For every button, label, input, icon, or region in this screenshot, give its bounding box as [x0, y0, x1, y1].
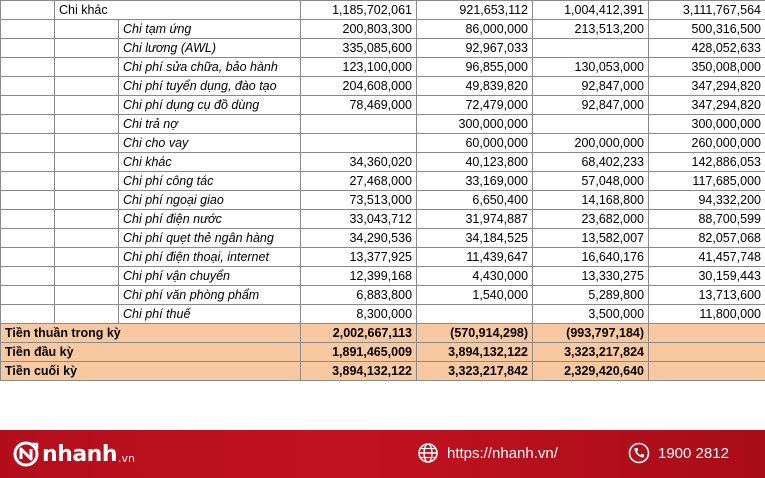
row-label: Chi trả nợ	[119, 115, 301, 134]
cell-value: 40,123,800	[417, 153, 533, 172]
cell-value: 60,000,000	[417, 134, 533, 153]
cell-value: 34,360,020	[301, 153, 417, 172]
empty-cell	[55, 115, 119, 134]
cell-value: 82,057,068	[649, 229, 765, 248]
row-label: Chi phí điện thoại, internet	[119, 248, 301, 267]
row-label: Chi phí văn phòng phẩm	[119, 286, 301, 305]
cell-value: 88,700,599	[649, 210, 765, 229]
summary-value: 3,323,217,842	[417, 362, 533, 381]
cell-value: 300,000,000	[417, 115, 533, 134]
table-row	[1, 267, 765, 286]
empty-cell	[1, 229, 55, 248]
table-row	[1, 229, 765, 248]
cell-value: 3,500,000	[533, 305, 649, 324]
cell-value: 33,043,712	[301, 210, 417, 229]
table-row	[1, 153, 765, 172]
phone-number: 1900 2812	[658, 444, 729, 462]
cell-value: 31,974,887	[417, 210, 533, 229]
summary-value: 3,323,217,824	[533, 343, 649, 362]
brand-logo[interactable]	[12, 438, 135, 470]
cell-value: 500,316,500	[649, 20, 765, 39]
cell-value: 428,052,633	[649, 39, 765, 58]
empty-cell	[55, 305, 119, 324]
row-label: Chi phí công tác	[119, 172, 301, 191]
cell-value: 260,000,000	[649, 134, 765, 153]
cell-value	[533, 115, 649, 134]
footer-banner	[0, 430, 765, 478]
cell-value: 92,847,000	[533, 96, 649, 115]
cell-value: 34,290,536	[301, 229, 417, 248]
cell-value	[417, 305, 533, 324]
summary-label: Tiền thuần trong kỳ	[1, 324, 301, 343]
summary-value	[649, 362, 765, 381]
summary-value: 3,894,132,122	[301, 362, 417, 381]
row-label: Chi khác	[55, 1, 301, 20]
cell-value: 78,469,000	[301, 96, 417, 115]
summary-value: 3,894,132,122	[417, 343, 533, 362]
website-url: https://nhanh.vn/	[447, 444, 558, 462]
cell-value: 73,513,000	[301, 191, 417, 210]
empty-cell	[1, 1, 55, 20]
row-label: Chi phí tuyển dụng, đào tạo	[119, 77, 301, 96]
nhanh-logo-icon	[12, 440, 40, 468]
empty-cell	[55, 248, 119, 267]
row-label: Chi phí quẹt thẻ ngân hàng	[119, 229, 301, 248]
cell-value: 92,847,000	[533, 77, 649, 96]
cell-value: 68,402,233	[533, 153, 649, 172]
empty-cell	[1, 191, 55, 210]
summary-value: (993,797,184)	[533, 324, 649, 343]
summary-row	[1, 362, 765, 381]
empty-cell	[55, 77, 119, 96]
cell-value: 27,468,000	[301, 172, 417, 191]
cell-value: 92,967,033	[417, 39, 533, 58]
summary-label: Tiền cuối kỳ	[1, 362, 301, 381]
table-row	[1, 20, 765, 39]
summary-value: 2,329,420,640	[533, 362, 649, 381]
brand-name: nhanh	[42, 441, 117, 467]
cell-value: 117,685,000	[649, 172, 765, 191]
empty-cell	[55, 58, 119, 77]
summary-row	[1, 343, 765, 362]
empty-cell	[1, 58, 55, 77]
cell-value: 347,294,820	[649, 96, 765, 115]
cell-value: 3,111,767,564	[649, 1, 765, 20]
cell-value: 921,653,112	[417, 1, 533, 20]
cell-value: 96,855,000	[417, 58, 533, 77]
empty-cell	[55, 286, 119, 305]
empty-cell	[1, 267, 55, 286]
cell-value: 86,000,000	[417, 20, 533, 39]
cell-value: 8,300,000	[301, 305, 417, 324]
cell-value: 30,159,443	[649, 267, 765, 286]
summary-value	[649, 343, 765, 362]
empty-cell	[55, 267, 119, 286]
table-row	[1, 210, 765, 229]
empty-cell	[1, 153, 55, 172]
cell-value	[533, 39, 649, 58]
empty-cell	[1, 96, 55, 115]
cell-value: 23,682,000	[533, 210, 649, 229]
summary-value	[649, 324, 765, 343]
row-label: Chi phí điện nước	[119, 210, 301, 229]
cell-value: 11,439,647	[417, 248, 533, 267]
cell-value	[301, 134, 417, 153]
empty-cell	[55, 229, 119, 248]
cell-value: 123,100,000	[301, 58, 417, 77]
table-row	[1, 305, 765, 324]
summary-label: Tiền đầu kỳ	[1, 343, 301, 362]
empty-cell	[1, 210, 55, 229]
row-label: Chi cho vay	[119, 134, 301, 153]
table-row	[1, 248, 765, 267]
empty-cell	[55, 210, 119, 229]
brand-suffix: .vn	[118, 451, 135, 465]
cell-value: 11,800,000	[649, 305, 765, 324]
cell-value: 200,803,300	[301, 20, 417, 39]
cell-value: 12,399,168	[301, 267, 417, 286]
cell-value: 57,048,000	[533, 172, 649, 191]
empty-cell	[1, 20, 55, 39]
globe-icon	[417, 442, 439, 464]
cell-value: 300,000,000	[649, 115, 765, 134]
cell-value: 200,000,000	[533, 134, 649, 153]
row-label: Chi phí vận chuyển	[119, 267, 301, 286]
cell-value: 14,168,800	[533, 191, 649, 210]
table-row	[1, 58, 765, 77]
summary-value: 2,002,667,113	[301, 324, 417, 343]
cell-value: 350,008,000	[649, 58, 765, 77]
phone-link[interactable]	[628, 442, 729, 464]
table-row	[1, 134, 765, 153]
empty-cell	[55, 20, 119, 39]
empty-cell	[1, 248, 55, 267]
row-label: Chi phí ngoại giao	[119, 191, 301, 210]
row-label: Chi lương (AWL)	[119, 39, 301, 58]
cell-value: 4,430,000	[417, 267, 533, 286]
cell-value: 13,377,925	[301, 248, 417, 267]
empty-cell	[55, 96, 119, 115]
cell-value: 72,479,000	[417, 96, 533, 115]
cell-value: 13,713,600	[649, 286, 765, 305]
cell-value: 142,886,053	[649, 153, 765, 172]
table-row	[1, 96, 765, 115]
cell-value: 49,839,820	[417, 77, 533, 96]
row-label: Chi tạm ứng	[119, 20, 301, 39]
cell-value: 204,608,000	[301, 77, 417, 96]
row-label: Chi khác	[119, 153, 301, 172]
row-label: Chi phí thuế	[119, 305, 301, 324]
table-row	[1, 115, 765, 134]
cell-value: 5,289,800	[533, 286, 649, 305]
empty-cell	[1, 172, 55, 191]
cell-value: 130,053,000	[533, 58, 649, 77]
empty-cell	[55, 153, 119, 172]
cell-value	[301, 115, 417, 134]
table-row	[1, 172, 765, 191]
cell-value: 213,513,200	[533, 20, 649, 39]
cell-value: 41,457,748	[649, 248, 765, 267]
cell-value: 94,332,200	[649, 191, 765, 210]
summary-value: 1,891,465,009	[301, 343, 417, 362]
cell-value: 13,330,275	[533, 267, 649, 286]
empty-cell	[1, 39, 55, 58]
row-label: Chi phí dụng cụ đồ dùng	[119, 96, 301, 115]
summary-value: (570,914,298)	[417, 324, 533, 343]
empty-cell	[55, 134, 119, 153]
cell-value: 13,582,007	[533, 229, 649, 248]
cell-value: 1,540,000	[417, 286, 533, 305]
empty-cell	[55, 39, 119, 58]
cell-value: 1,185,702,061	[301, 1, 417, 20]
table-row	[1, 286, 765, 305]
empty-cell	[1, 77, 55, 96]
empty-cell	[1, 286, 55, 305]
cell-value: 16,640,176	[533, 248, 649, 267]
cell-value: 34,184,525	[417, 229, 533, 248]
table-row	[1, 77, 765, 96]
empty-cell	[1, 115, 55, 134]
empty-cell	[55, 172, 119, 191]
cell-value: 6,883,800	[301, 286, 417, 305]
empty-cell	[1, 134, 55, 153]
row-label: Chi phí sửa chữa, bảo hành	[119, 58, 301, 77]
table-row	[1, 39, 765, 58]
cell-value: 347,294,820	[649, 77, 765, 96]
table-row	[1, 191, 765, 210]
website-link[interactable]	[417, 442, 558, 464]
cell-value: 6,650,400	[417, 191, 533, 210]
table-row-top	[1, 1, 765, 20]
empty-cell	[1, 305, 55, 324]
summary-row	[1, 324, 765, 343]
phone-icon	[628, 442, 650, 464]
empty-cell	[55, 191, 119, 210]
cell-value: 33,169,000	[417, 172, 533, 191]
cell-value: 1,004,412,391	[533, 1, 649, 20]
cell-value: 335,085,600	[301, 39, 417, 58]
